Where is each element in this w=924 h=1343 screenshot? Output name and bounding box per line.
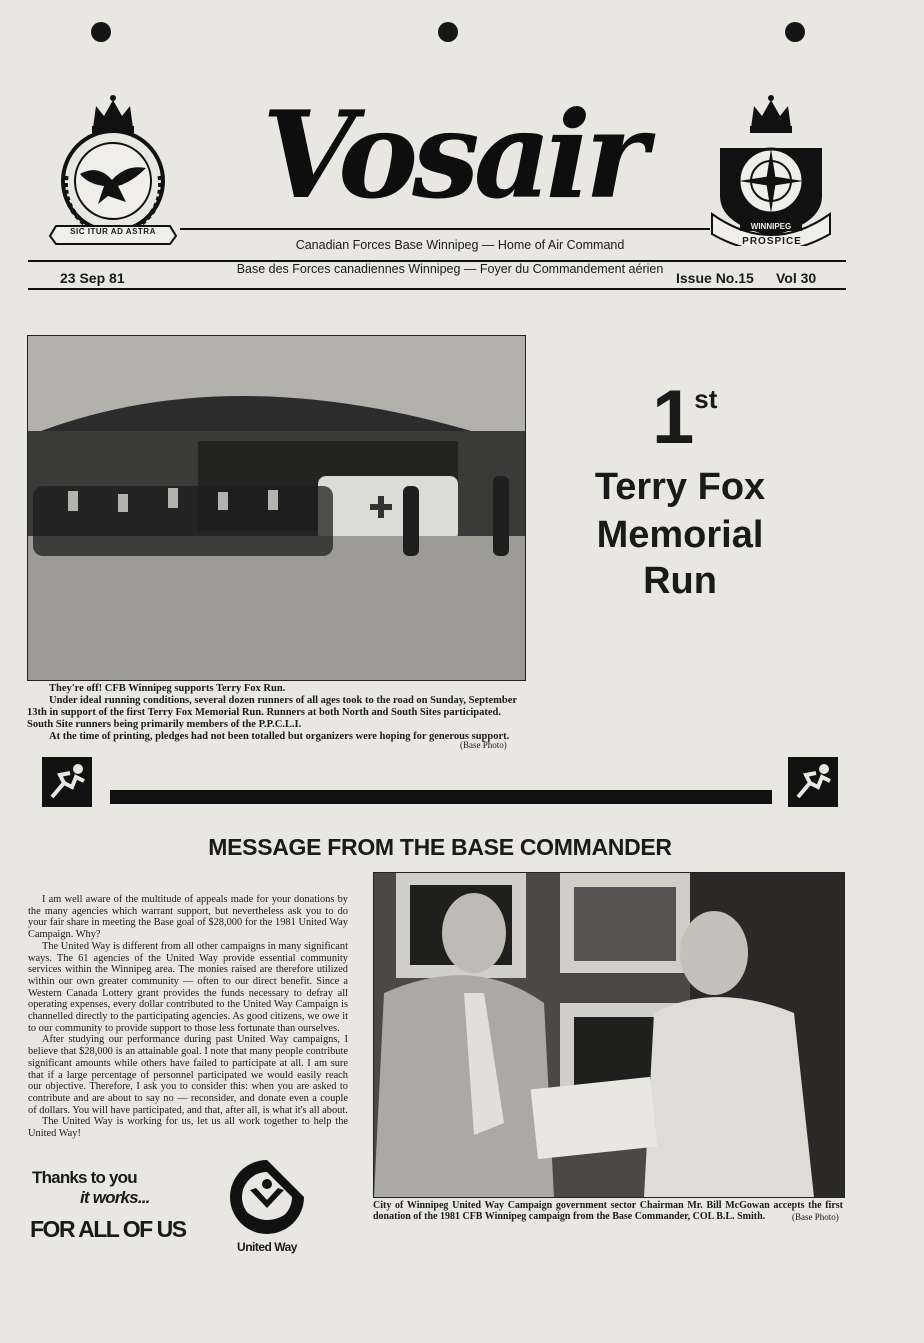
- united-way-logo: [226, 1156, 308, 1238]
- binder-hole: [91, 22, 111, 42]
- united-way-donation-photo: [373, 872, 845, 1198]
- left-crest-motto: SIC ITUR AD ASTRA: [70, 227, 156, 236]
- donation-photo-credit: (Base Photo): [792, 1212, 839, 1222]
- section-divider: [110, 790, 772, 804]
- caption-paragraph: At the time of printing, pledges had not been totalled but organizers were hoping for generous support.: [49, 731, 510, 742]
- issue-date: 23 Sep 81: [60, 270, 125, 286]
- ad-line-3: FOR ALL OF US: [30, 1216, 186, 1242]
- right-crest-name: WINNIPEG: [740, 222, 802, 231]
- commander-message-body: [28, 894, 348, 1140]
- ad-line-2: it works...: [80, 1188, 150, 1207]
- issue-number: Issue No.15: [676, 270, 754, 286]
- headline-number: [652, 375, 718, 460]
- headline-line-3: Run: [643, 560, 717, 602]
- headline-line-1: Terry Fox: [594, 466, 766, 508]
- headline-number-digit: 1: [652, 375, 695, 460]
- air-command-crest-logo: [48, 86, 178, 246]
- message-paragraph: The United Way is different from all other campaigns in many significant ways. The 61 agencies of the United Way provide essential community services within the Winnipeg area. The monies raised are therefore utilized within our own greater community — often to our direct benefit. Since a Western Canada Lottery grant provides the funds necessary to defray all operating expenses, every dollar contributed to the United Way Campaign is channelled directly to the participating agencies. As good citizens, we owe it to our community to provide support to those less fortunate than ourselves.: [28, 940, 348, 1034]
- lead-photo-credit: (Base Photo): [460, 740, 507, 750]
- masthead-rule: [180, 228, 710, 230]
- message-paragraph: After studying our performance during past United Way campaigns, I believe that $28,000 is an attainable goal. I note that many people contribute significant amounts while others have failed to participate at all. I am sure that if a large percentage of personnel participated we would easily reach our objective. Therefore, I ask you to consider this: when you are asked to contribute and are about to say no — reconsider, and donate even a couple of dollars. You will have participated, and that, after all, is what it's all about.: [28, 1034, 348, 1116]
- headline-number-suffix: st: [694, 384, 718, 414]
- runner-icon: [788, 757, 838, 807]
- message-paragraph: I am well aware of the multitude of appeals made for your donations by the many agencies which warrant support, but nevertheless ask you to do your fair share in meeting the Base goal of $28,000 for the 1981 United Way Campaign. Why?: [28, 894, 348, 941]
- masthead-title: Vosair: [262, 85, 643, 226]
- masthead-subtitle-en: Canadian Forces Base Winnipeg — Home of Air Command: [295, 238, 625, 252]
- caption-title: They're off! CFB Winnipeg supports Terry Fox Run.: [49, 683, 286, 694]
- caption-paragraph: Under ideal running conditions, several dozen runners of all ages took to the road on Sunday, September 13th in support of the first Terry Fox Memorial Run. Runners at both North and South Sites participated. South Site runners being primarily members of the P.P.C.L.I.: [27, 695, 517, 730]
- message-paragraph: The United Way is working for us, let us all work together to help the United Way!: [28, 1116, 348, 1140]
- binder-hole: [785, 22, 805, 42]
- headline-line-2: Memorial: [596, 514, 764, 556]
- donation-photo-caption: City of Winnipeg United Way Campaign government sector Chairman Mr. Bill McGowan accepts the first donation of the 1981 CFB Winnipeg campaign from the Base Commander, COL B.L. Smith.: [373, 1200, 843, 1222]
- ad-line-1: Thanks to you: [32, 1168, 137, 1187]
- masthead-rule: [28, 288, 846, 290]
- runner-icon: [42, 757, 92, 807]
- binder-hole: [438, 22, 458, 42]
- masthead-subtitle-fr: Base des Forces canadiennes Winnipeg — Foyer du Commandement aérien: [200, 262, 700, 276]
- volume-number: Vol 30: [776, 270, 817, 286]
- terry-fox-run-photo: [27, 335, 526, 681]
- commander-message-headline: MESSAGE FROM THE BASE COMMANDER: [208, 834, 672, 860]
- right-crest-motto: PROSPICE: [742, 236, 802, 247]
- united-way-logo-text: United Way: [237, 1240, 297, 1254]
- lead-photo-caption: [27, 683, 524, 743]
